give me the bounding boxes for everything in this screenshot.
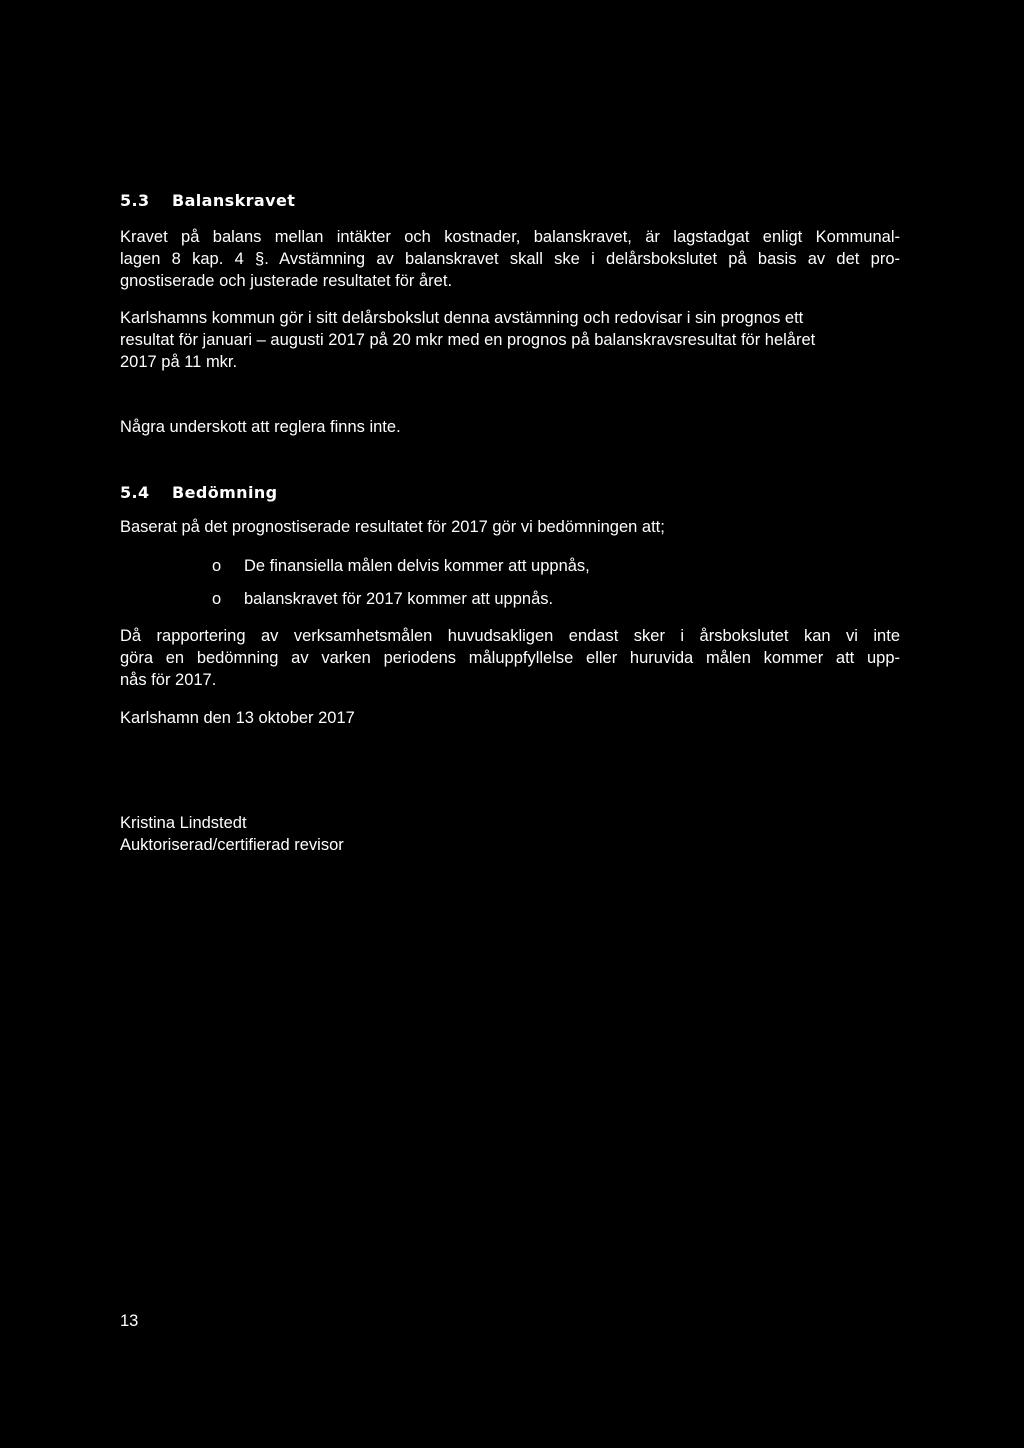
signature-block [120,812,900,856]
bullet-text: balanskravet för 2017 kommer att uppnås. [244,590,554,608]
bullet-item [212,555,590,577]
signatory-name: Kristina Lindstedt [120,814,247,832]
document-page [120,0,900,1448]
bullet-marker: o [212,590,222,608]
section-number: 5.3 [120,191,150,210]
reconciliation-paragraph [120,307,900,373]
section-number: 5.4 [120,483,150,502]
operational-goals-paragraph [120,625,900,691]
paragraph-line: lagen 8 kap. 4 §. Avstämning av balanskravet skall ske i delårsbokslutet på basis av det pro- [120,250,900,268]
bullet-marker: o [212,557,222,575]
paragraph-line: resultat för januari – augusti 2017 på 20 mkr med en prognos på balanskravsresultat för helåret [120,331,816,349]
paragraph-line: nås för 2017. [120,671,217,689]
deficit-statement: Några underskott att reglera finns inte. [120,418,401,436]
balance-requirement-paragraph [120,226,900,292]
section-title: Balanskravet [172,191,296,210]
paragraph-line: Då rapportering av verksamhetsmålen huvudsakligen endast sker i årsbokslutet kan vi inte [120,627,900,645]
section-title: Bedömning [172,483,278,502]
section-heading-5-4 [120,483,277,502]
signatory-title: Auktoriserad/certifierad revisor [120,836,344,854]
page-number: 13 [120,1312,139,1330]
paragraph-line: göra en bedömning av varken periodens måluppfyllelse eller huruvida målen kommer att upp- [120,649,900,667]
bullet-text: De finansiella målen delvis kommer att uppnås, [244,557,590,575]
section-heading-5-3 [120,191,295,210]
place-and-date: Karlshamn den 13 oktober 2017 [120,709,355,727]
bullet-item [212,588,553,610]
paragraph-line: 2017 på 11 mkr. [120,353,238,371]
paragraph-line: Kravet på balans mellan intäkter och kostnader, balanskravet, är lagstadgat enligt Kommunal- [120,228,900,246]
paragraph-line: Karlshamns kommun gör i sitt delårsbokslut denna avstämning och redovisar i sin prognos ett [120,309,804,327]
paragraph-line: gnostiserade och justerade resultatet för året. [120,272,453,290]
assessment-intro: Baserat på det prognostiserade resultatet för 2017 gör vi bedömningen att; [120,518,665,536]
